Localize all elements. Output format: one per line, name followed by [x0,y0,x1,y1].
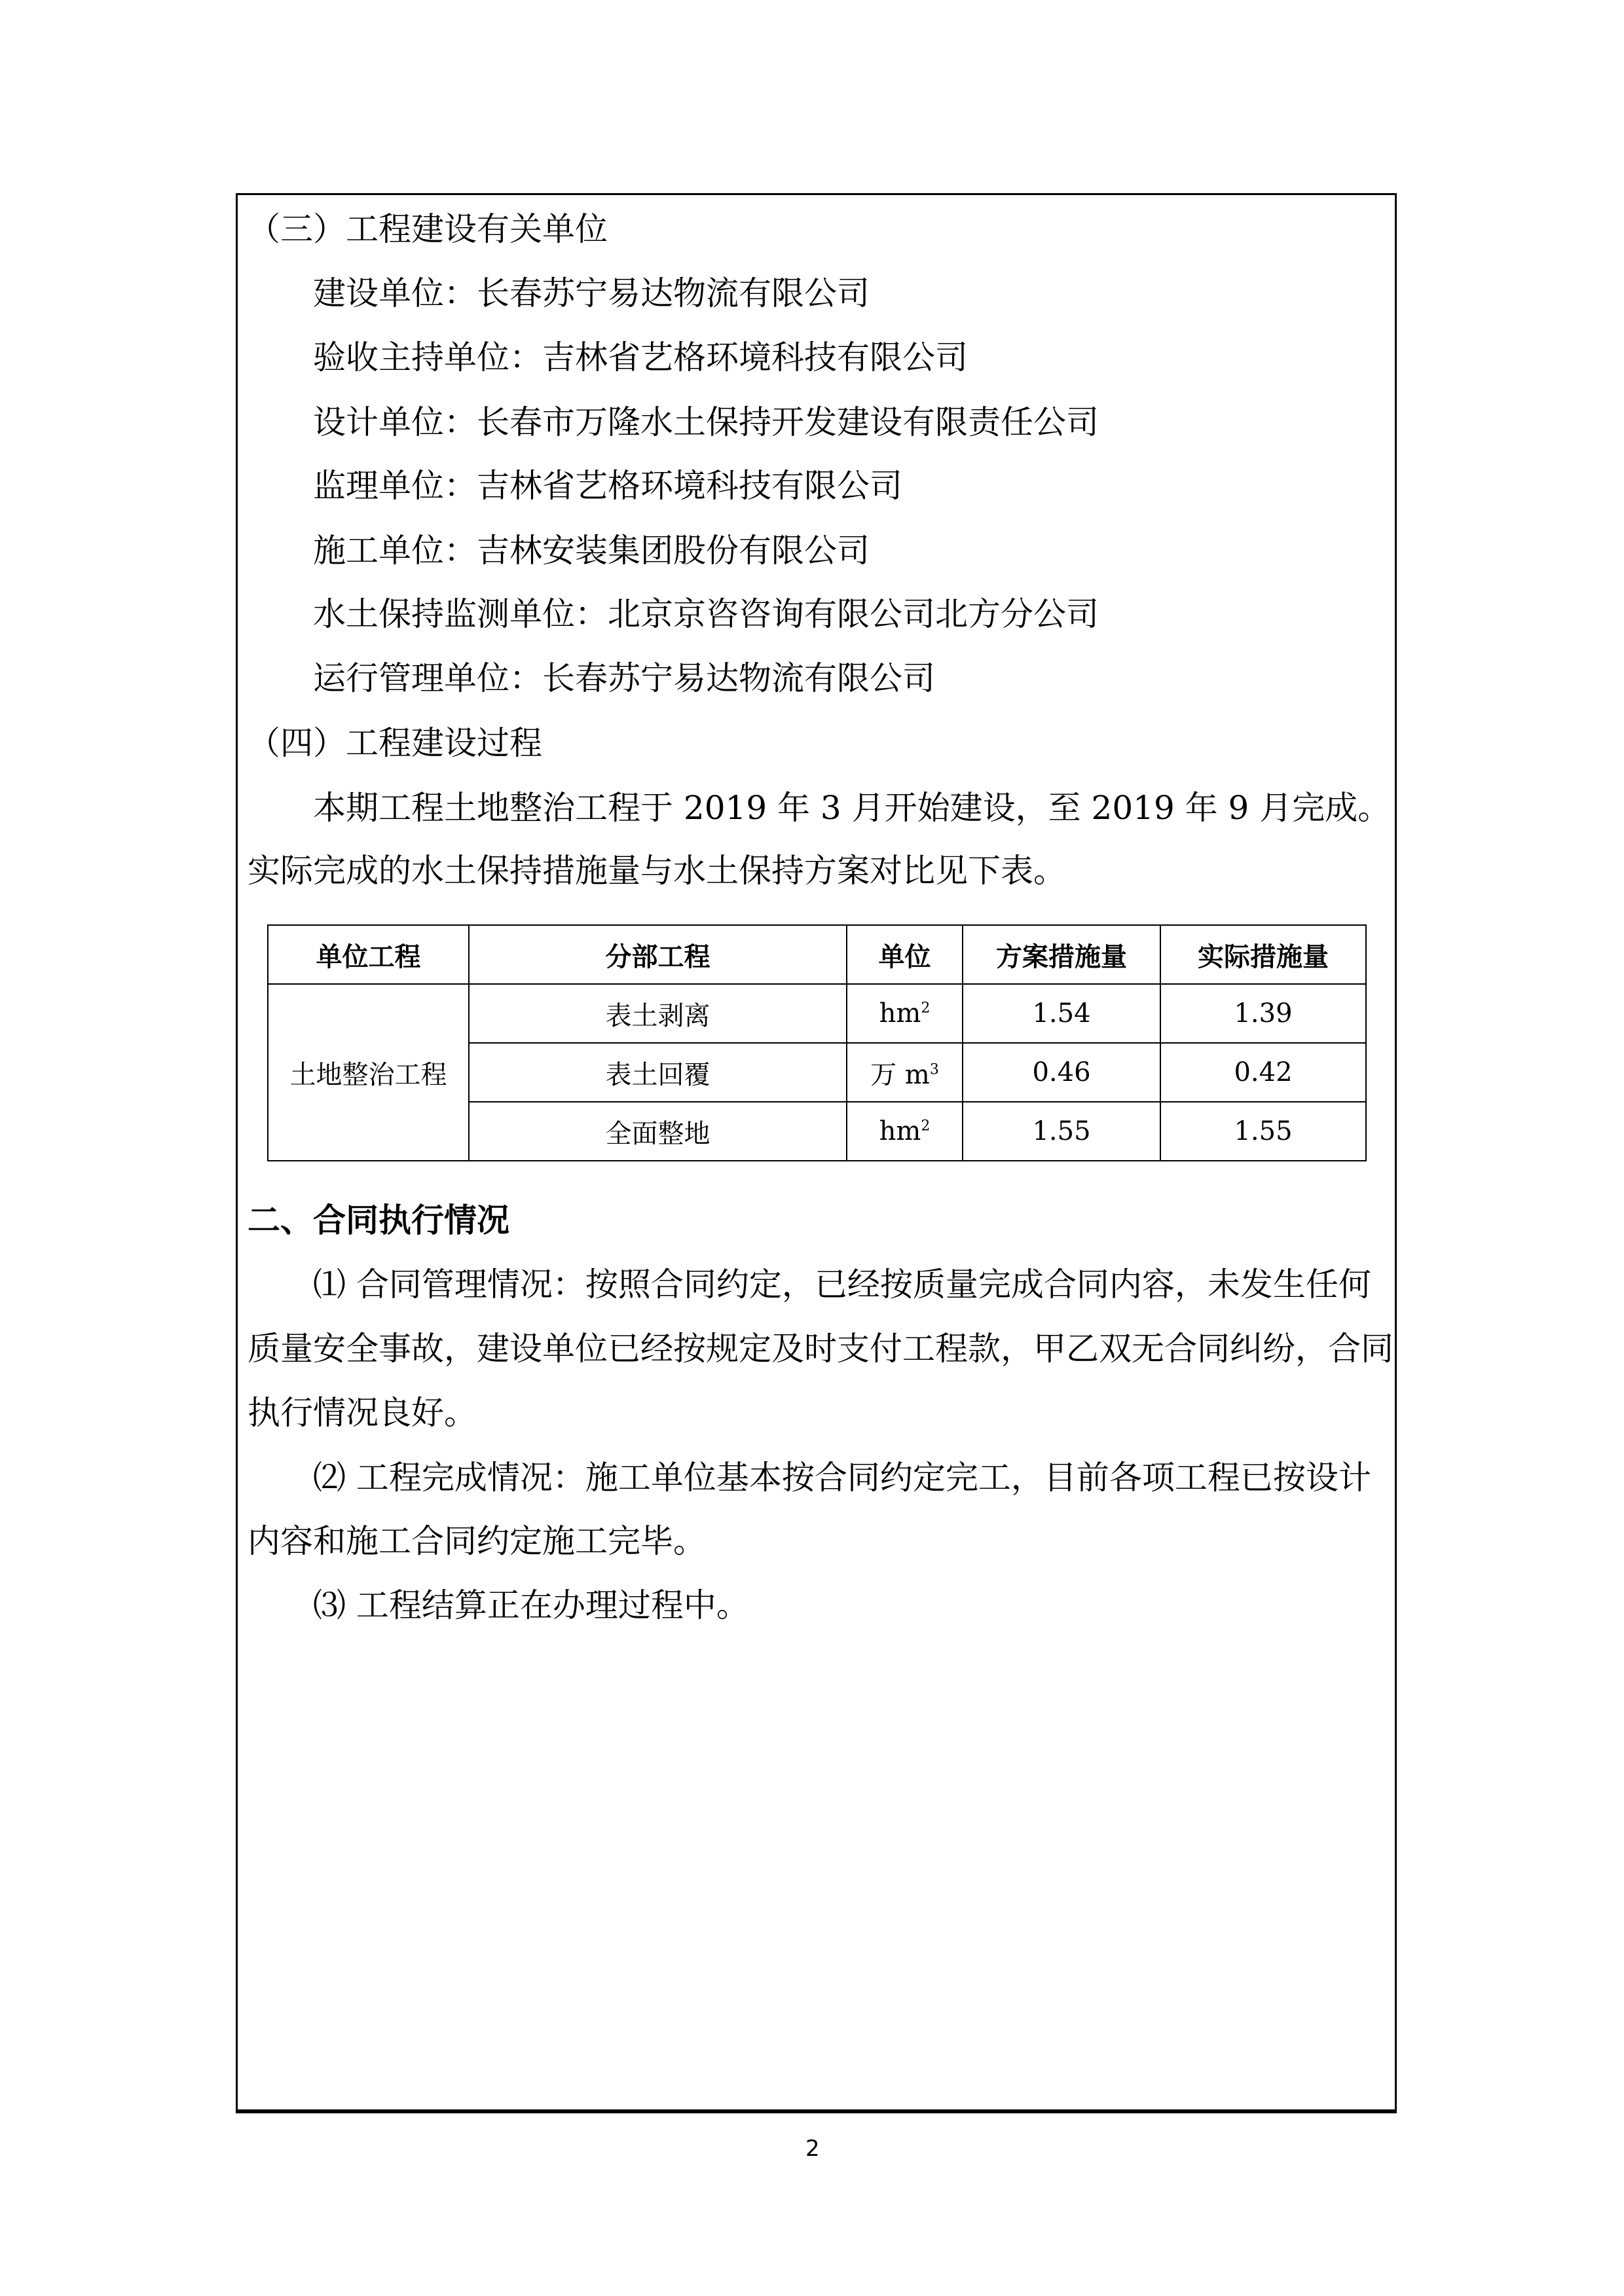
contract-p2-line2: 内容和施工合同约定施工完毕。 [248,1522,706,1560]
sub-project-cell: 表土回覆 [469,1043,847,1102]
unit-line: 水土保持监测单位：北京京咨咨询有限公司北方分公司 [313,595,1099,633]
header-cell: 方案措施量 [963,925,1160,984]
plan-value-cell: 1.54 [963,984,1160,1043]
page-number: 2 [805,2136,820,2162]
actual-value-cell: 0.42 [1160,1043,1366,1102]
unit-line: 验收主持单位：吉林省艺格环境科技有限公司 [313,338,968,376]
process-paragraph-line1: 本期工程土地整治工程于 2019 年 3 月开始建设，至 2019 年 9 月完成。 [313,789,1391,827]
unit-line: 运行管理单位：长春苏宁易达物流有限公司 [313,659,935,697]
unit-cell: $hm^2$ [847,984,963,1043]
contract-p1-line2: 质量安全事故，建设单位已经按规定及时支付工程款，甲乙双无合同纠纷，合同 [248,1330,1393,1368]
actual-value-cell: 1.39 [1160,984,1366,1043]
table-header-row [268,925,1366,984]
section-heading-contract: 二、合同执行情况 [248,1201,509,1239]
header-cell: 单位工程 [268,925,469,984]
table-row [268,984,1366,1043]
header-cell: 分部工程 [469,925,847,984]
plan-value-cell: 1.55 [963,1102,1160,1161]
section-heading-process: （四）工程建设过程 [248,724,542,762]
actual-value-cell: 1.55 [1160,1102,1366,1161]
unit-line: 建设单位：长春苏宁易达物流有限公司 [313,274,870,312]
contract-p1-line3: 执行情况良好。 [248,1394,477,1432]
contract-p1-line1: ⑴ 合同管理情况：按照合同约定，已经按质量完成合同内容，未发生任何 [313,1266,1371,1303]
header-cell: 单位 [847,925,963,984]
unit-cell: $hm^2$ [847,1102,963,1161]
unit-cell: 万 $m^3$ [847,1043,963,1102]
measures-comparison-table [267,924,1367,1161]
unit-line: 施工单位：吉林安装集团股份有限公司 [313,532,870,570]
plan-value-cell: 0.46 [963,1043,1160,1102]
sub-project-cell: 表土剥离 [469,984,847,1043]
header-cell: 实际措施量 [1160,925,1366,984]
process-paragraph-line2: 实际完成的水土保持措施量与水土保持方案对比见下表。 [248,852,1066,890]
contract-p2-line1: ⑵ 工程完成情况：施工单位基本按合同约定完工，目前各项工程已按设计 [313,1459,1371,1497]
unit-line: 监理单位：吉林省艺格环境科技有限公司 [313,467,902,505]
unit-line: 设计单位：长春市万隆水土保持开发建设有限责任公司 [313,403,1099,441]
sub-project-cell: 全面整地 [469,1102,847,1161]
contract-p3: ⑶ 工程结算正在办理过程中。 [313,1586,749,1624]
section-heading-units: （三）工程建设有关单位 [248,210,608,248]
unit-project-cell: 土地整治工程 [268,984,469,1161]
